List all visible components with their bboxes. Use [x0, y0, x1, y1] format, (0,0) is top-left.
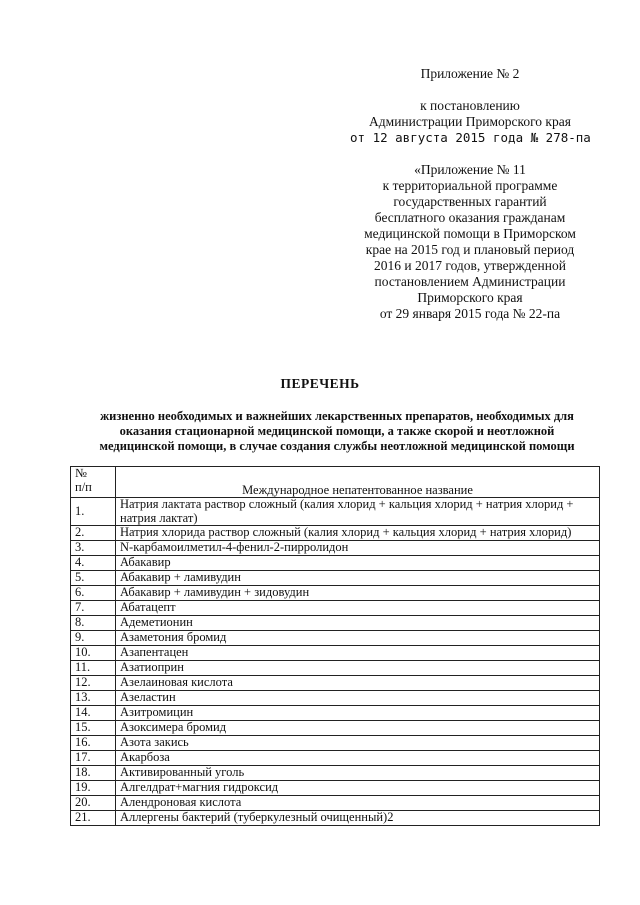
table-row — [71, 601, 600, 616]
inner-annex-line: Приморского края — [417, 290, 523, 305]
inner-annex-line: постановлением Администрации — [374, 274, 566, 289]
decree-reference: к постановлению — [420, 98, 520, 113]
annex-number: Приложение № 2 — [420, 66, 520, 81]
drug-name: Азеластин — [116, 691, 600, 706]
table-row — [71, 691, 600, 706]
row-number: 1. — [71, 498, 116, 526]
table-row — [71, 751, 600, 766]
drug-name: Алендроновая кислота — [116, 796, 600, 811]
row-number: 7. — [71, 601, 116, 616]
row-number: 2. — [71, 526, 116, 541]
drug-name: Абакавир + ламивудин + зидовудин — [116, 586, 600, 601]
table-row — [71, 541, 600, 556]
drug-name: Азоксимера бромид — [116, 721, 600, 736]
table-row — [71, 556, 600, 571]
drug-name: Аллергены бактерий (туберкулезный очищенный)2 — [116, 811, 600, 826]
drug-name: Акарбоза — [116, 751, 600, 766]
drug-name: Азитромицин — [116, 706, 600, 721]
table-row — [71, 736, 600, 751]
row-number: 11. — [71, 661, 116, 676]
inner-annex-line: от 29 января 2015 года № 22-па — [379, 306, 561, 321]
drug-name: Адеметионин — [116, 616, 600, 631]
table-row — [71, 631, 600, 646]
document-header — [350, 66, 590, 322]
subtitle-line: жизненно необходимых и важнейших лекарственных препаратов, необходимых для — [100, 409, 574, 423]
inner-annex-line: к территориальной программе — [382, 178, 558, 193]
row-number: 19. — [71, 781, 116, 796]
row-number: 4. — [71, 556, 116, 571]
decree-date: от 12 августа 2015 года № 278-па — [350, 130, 591, 145]
column-header-number: № п/п — [71, 467, 116, 498]
row-number: 13. — [71, 691, 116, 706]
table-row — [71, 526, 600, 541]
table-row — [71, 721, 600, 736]
table-header-row — [71, 467, 600, 498]
document-subtitle — [72, 409, 602, 454]
table-row — [71, 766, 600, 781]
inner-annex-line: 2016 и 2017 годов, утвержденной — [374, 258, 566, 273]
issuing-authority: Администрации Приморского края — [369, 114, 571, 129]
drug-name: Азота закись — [116, 736, 600, 751]
drug-list-table — [70, 466, 600, 826]
drug-name: Натрия лактата раствор сложный (калия хлорид + кальция хлорид + натрия хлорид + натрия лактат) — [116, 498, 600, 526]
document-title: ПЕРЕЧЕНЬ — [280, 376, 360, 391]
inner-annex-line: медицинской помощи в Приморском — [364, 226, 576, 241]
row-number: 3. — [71, 541, 116, 556]
table-row — [71, 616, 600, 631]
drug-name: Абатацепт — [116, 601, 600, 616]
row-number: 12. — [71, 676, 116, 691]
table-row — [71, 706, 600, 721]
drug-name: N-карбамоилметил-4-фенил-2-пирролидон — [116, 541, 600, 556]
table-row — [71, 661, 600, 676]
row-number: 17. — [71, 751, 116, 766]
drug-name: Азатиоприн — [116, 661, 600, 676]
table-row — [71, 586, 600, 601]
row-number: 15. — [71, 721, 116, 736]
row-number: 6. — [71, 586, 116, 601]
table-row — [71, 646, 600, 661]
table-row — [71, 811, 600, 826]
inner-annex-line: «Приложение № 11 — [414, 162, 526, 177]
table-row — [71, 571, 600, 586]
table-row — [71, 498, 600, 526]
drug-name: Азаметония бромид — [116, 631, 600, 646]
drug-name: Абакавир — [116, 556, 600, 571]
column-header-name: Международное непатентованное название — [116, 467, 600, 498]
row-number: 21. — [71, 811, 116, 826]
row-number: 9. — [71, 631, 116, 646]
drug-name: Абакавир + ламивудин — [116, 571, 600, 586]
row-number: 16. — [71, 736, 116, 751]
row-number: 14. — [71, 706, 116, 721]
drug-name: Азапентацен — [116, 646, 600, 661]
table-row — [71, 676, 600, 691]
row-number: 8. — [71, 616, 116, 631]
drug-name: Натрия хлорида раствор сложный (калия хлорид + кальция хлорид + натрия хлорид) — [116, 526, 600, 541]
drug-name: Азелаиновая кислота — [116, 676, 600, 691]
inner-annex-reference — [350, 162, 590, 322]
table-row — [71, 781, 600, 796]
subtitle-line: оказания стационарной медицинской помощи, а также скорой и неотложной — [119, 424, 555, 438]
row-number: 18. — [71, 766, 116, 781]
table-row — [71, 796, 600, 811]
inner-annex-line: государственных гарантий — [393, 194, 547, 209]
inner-annex-line: бесплатного оказания гражданам — [374, 210, 566, 225]
drug-name: Активированный уголь — [116, 766, 600, 781]
subtitle-line: медицинской помощи, в случае создания службы неотложной медицинской помощи — [99, 439, 575, 453]
row-number: 5. — [71, 571, 116, 586]
inner-annex-line: крае на 2015 год и плановый период — [365, 242, 575, 257]
row-number: 10. — [71, 646, 116, 661]
drug-name: Алгелдрат+магния гидроксид — [116, 781, 600, 796]
row-number: 20. — [71, 796, 116, 811]
